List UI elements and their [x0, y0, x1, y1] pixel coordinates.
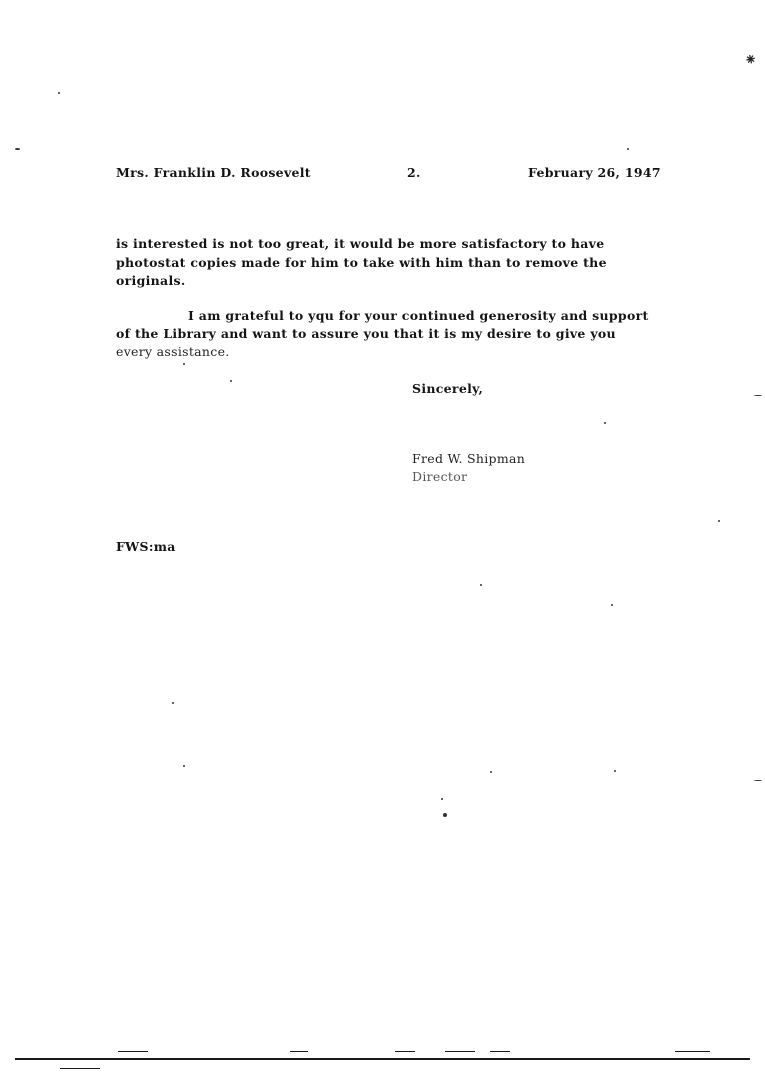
scan-speck	[754, 395, 762, 396]
page-number: 2.	[407, 165, 421, 180]
scan-mark-top-right: ⁕	[742, 48, 760, 71]
paragraph-1-line-3: originals.	[116, 273, 186, 288]
scan-speck	[58, 92, 60, 94]
scan-speck	[183, 765, 185, 767]
signer-title: Director	[412, 469, 468, 484]
paragraph-1-line-1: is interested is not too great, it would be more satisfactory to have	[116, 236, 605, 251]
paragraph-2-line-3: every assistance.	[116, 344, 230, 359]
recipient-name: Mrs. Franklin D. Roosevelt	[116, 165, 311, 180]
letter-date: February 26, 1947	[528, 165, 661, 180]
bottom-rule-dash	[675, 1051, 710, 1052]
scan-speck	[604, 422, 606, 424]
scan-speck	[15, 148, 20, 150]
paragraph-2-line-1: I am grateful to yqu for your continued generosity and support	[188, 308, 649, 323]
scan-speck	[611, 604, 613, 606]
scan-speck	[441, 798, 443, 800]
reference-initials: FWS:ma	[116, 539, 176, 554]
bottom-rule-dash	[290, 1051, 308, 1052]
scan-speck	[754, 780, 762, 781]
scan-speck	[230, 380, 232, 382]
closing-salutation: Sincerely,	[412, 381, 484, 396]
scan-speck	[490, 771, 492, 773]
bottom-rule-short	[60, 1068, 100, 1069]
scan-speck	[443, 813, 447, 817]
scan-speck	[183, 363, 185, 365]
bottom-rule-dash	[395, 1051, 415, 1052]
paragraph-1-line-2: photostat copies made for him to take with him than to remove the	[116, 255, 607, 270]
bottom-rule-dash	[118, 1051, 148, 1052]
scan-speck	[718, 520, 720, 522]
scan-speck	[627, 148, 629, 150]
scan-speck	[172, 702, 174, 704]
bottom-rule-dash	[445, 1051, 475, 1052]
scan-speck	[480, 584, 482, 586]
signer-name: Fred W. Shipman	[412, 451, 526, 466]
bottom-rule	[15, 1058, 750, 1060]
paragraph-2-line-2: of the Library and want to assure you that it is my desire to give you	[116, 326, 616, 341]
scan-speck	[614, 770, 616, 772]
bottom-rule-dash	[490, 1051, 510, 1052]
